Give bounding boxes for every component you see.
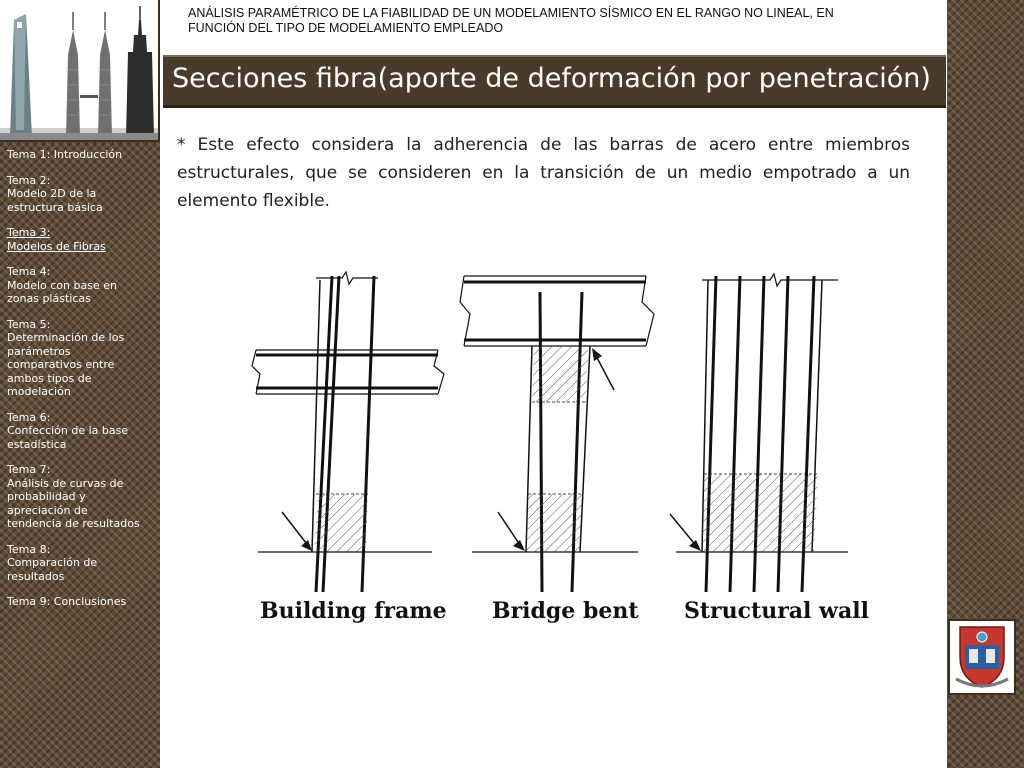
nav-label: Tema 1: Introducción [7,148,123,161]
structural-wall-drawing [670,274,848,592]
nav-label: Tema 8: [7,542,51,556]
nav-item-tema-9[interactable] [7,595,157,609]
left-sidebar [0,0,160,768]
nav-label: Modelo 2D de la [7,187,97,200]
body-paragraph: * Este efecto considera la adherencia de las barras de acero entre miembros estructurales, que se consideren en la transición de un medio empotrado a un elemento flexible. [177,135,910,211]
nav-label: Determinación de los [7,331,125,344]
fiber-section-diagram [250,262,870,592]
nav-label: Tema 9: Conclusiones [7,595,127,608]
building-frame-drawing [252,272,444,592]
nav-item-tema-8[interactable] [7,543,157,584]
nav-label: Tema 6: [7,410,51,424]
presentation-header [188,6,918,36]
caption-building-frame: Building frame [260,598,447,624]
nav-item-tema-4[interactable] [7,265,157,306]
structural-diagram [250,262,870,632]
topic-nav [7,148,157,621]
shield-icon [950,621,1014,693]
nav-item-tema-7[interactable] [7,463,157,531]
bridge-bent-drawing [460,276,654,592]
nav-label: zonas plásticas [7,292,91,305]
nav-label: probabilidad y [7,490,86,503]
nav-label: Tema 5: [7,317,51,331]
nav-label: Análisis de curvas de [7,476,124,490]
header-line-2: FUNCIÓN DEL TIPO DE MODELAMIENTO EMPLEADO [188,21,504,35]
header-line-1: ANÁLISIS PARAMÉTRICO DE LA FIABILIDAD DE UN MODELAMIENTO SÍSMICO EN EL RANGO NO LINEAL, EN [188,6,834,20]
nav-label: apreciación de [7,503,88,517]
nav-label: Tema 7: [7,463,51,476]
caption-structural-wall: Structural wall [684,598,869,624]
nav-item-tema-5[interactable] [7,318,157,399]
caption-bridge-bent: Bridge bent [492,598,639,624]
nav-label: Modelo con base en [7,278,117,292]
nav-label: modelación [7,385,71,398]
nav-label: Tema 2: [7,173,51,187]
skyscrapers-icon [0,0,158,140]
nav-label: comparativos entre [7,358,115,371]
nav-label: Tema 3: [7,226,51,239]
nav-item-tema-1[interactable] [7,148,157,162]
nav-label: ambos tipos de [7,371,92,385]
nav-item-tema-6[interactable] [7,411,157,452]
nav-label: Tema 4: [7,265,51,278]
nav-label: Confección de la base [7,424,129,437]
university-seal [948,619,1016,695]
nav-label: Modelos de Fibras [7,239,106,253]
nav-label: parámetros [7,344,71,358]
nav-label: estadística [7,437,67,451]
skyline-logo [0,0,160,142]
title-bar [163,55,946,108]
nav-label: resultados [7,569,65,583]
nav-label: Comparación de [7,556,98,569]
nav-item-tema-3[interactable] [7,226,157,253]
nav-item-tema-2[interactable] [7,174,157,215]
nav-label: tendencia de resultados [7,517,140,530]
slide-title: Secciones fibra(aporte de deformación por penetración) [172,63,931,94]
nav-label: estructura básica [7,200,103,214]
